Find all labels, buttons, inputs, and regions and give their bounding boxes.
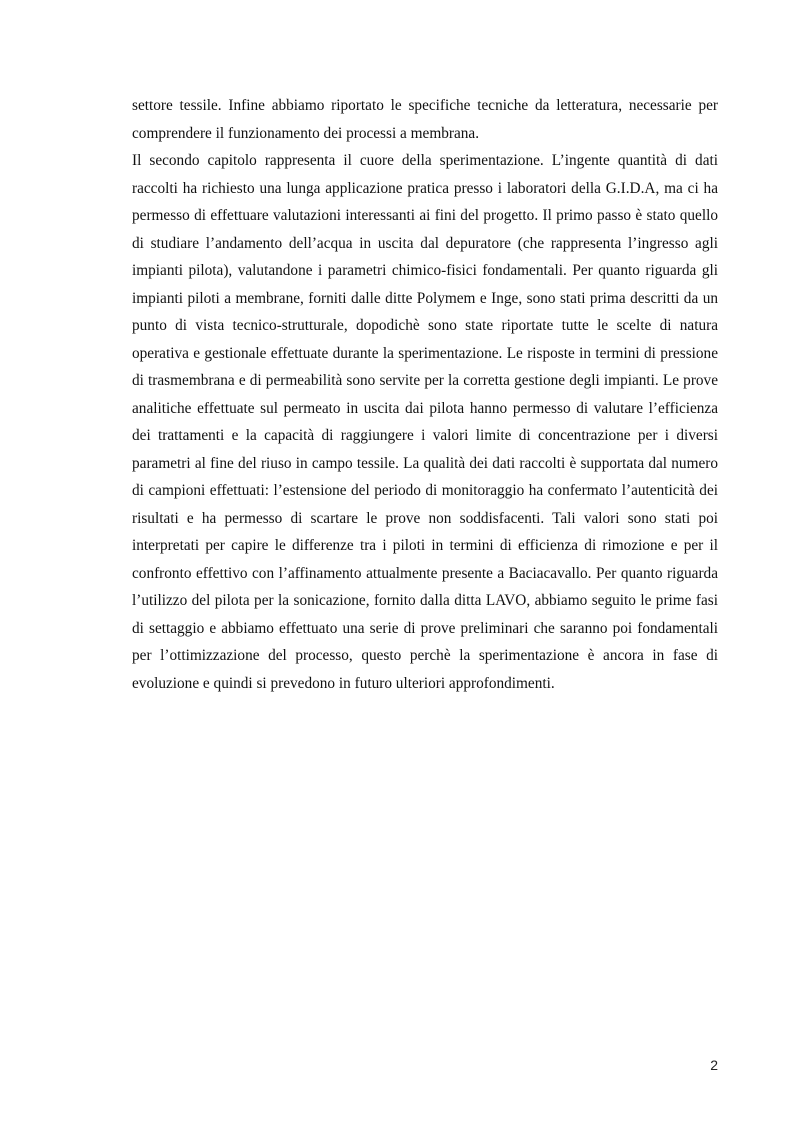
paragraph-intro-continuation: settore tessile. Infine abbiamo riportato le specifiche tecniche da letteratura, necessarie per comprendere il funzionamento dei processi a membrana. <box>132 97 718 142</box>
paragraph-second-chapter: Il secondo capitolo rappresenta il cuore della sperimentazione. L’ingente quantità di dati raccolti ha richiesto una lunga applicazione pratica presso i laboratori della G.I.D.A, ma ci ha permesso di effettuare valutazioni interessanti ai fini del progetto. Il primo passo è stato quello di studiare l’andamento dell’acqua in uscita dal depuratore (che rappresenta l’ingresso agli impianti pilota), valutandone i parametri chimico-fisici fondamentali. Per quanto riguarda gli impianti piloti a membrane, forniti dalle ditte Polymem e Inge, sono stati prima descritti da un punto di vista tecnico-strutturale, dopodichè sono state riportate tutte le scelte di natura operativa e gestionale effettuate durante la sperimentazione. Le risposte in termini di pressione di trasmembrana e di permeabilità sono servite per la corretta gestione degli impianti. Le prove analitiche effettuate sul permeato in uscita dai pilota hanno permesso di valutare l’efficienza dei trattamenti e la capacità di raggiungere i valori limite di concentrazione per i diversi parametri al fine del riuso in campo tessile. La qualità dei dati raccolti è supportata dal numero di campioni effettuati: l’estensione del periodo di monitoraggio ha confermato l’autenticità dei risultati e ha permesso di scartare le prove non soddisfacenti. Tali valori sono stati poi interpretati per capire le differenze tra i piloti in termini di efficienza di rimozione e per il confronto effettivo con l’affinamento attualmente presente a Baciacavallo. Per quanto riguarda l’utilizzo del pilota per la sonicazione, fornito dalla ditta LAVO, abbiamo seguito le prime fasi di settaggio e abbiamo effettuato una serie di prove preliminari che saranno poi fondamentali per l’ottimizzazione del processo, questo perchè la sperimentazione è ancora in fase di evoluzione e quindi si prevedono in futuro ulteriori approfondimenti. <box>132 152 718 692</box>
page-number: 2 <box>710 1057 718 1073</box>
body-text <box>132 92 718 697</box>
